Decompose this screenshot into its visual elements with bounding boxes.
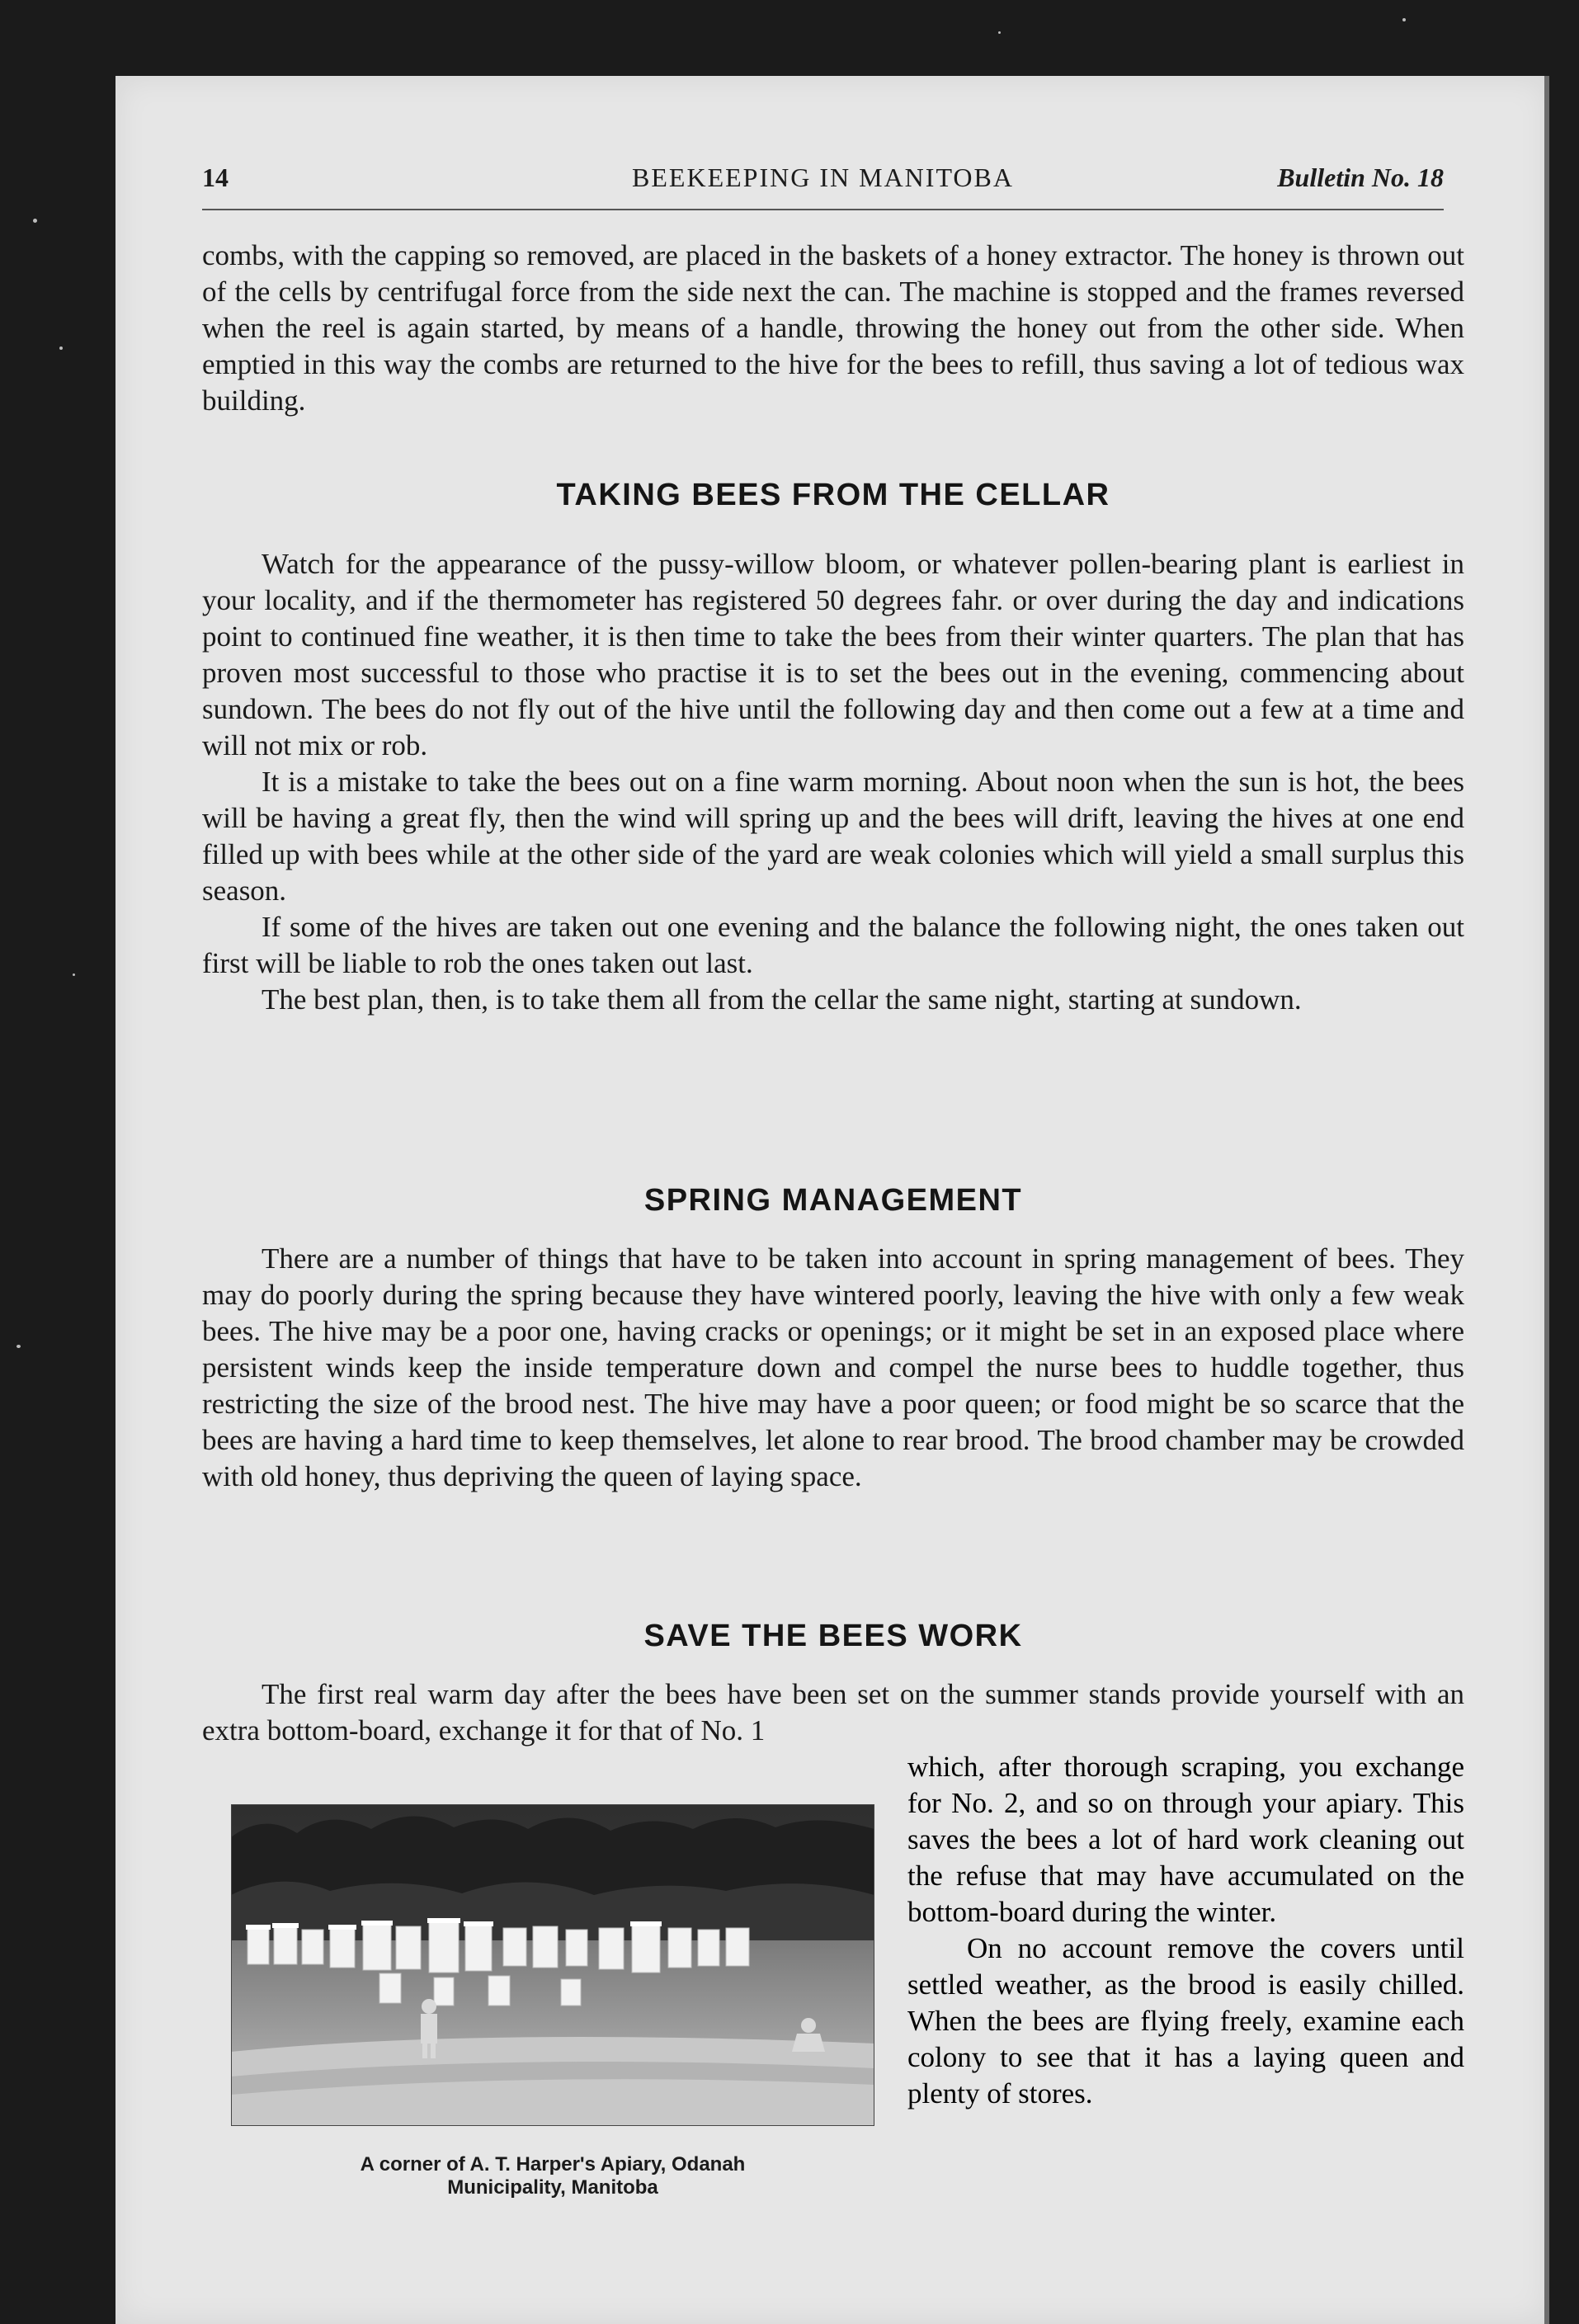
photo-caption	[214, 2153, 891, 2199]
section-spring-body	[202, 1241, 1464, 1495]
background-speck	[33, 219, 37, 223]
background-speck	[1402, 18, 1406, 21]
intro-block	[202, 238, 1464, 419]
section-spring-management	[202, 1183, 1464, 1219]
page-number: 14	[202, 163, 229, 192]
page-edge	[1544, 76, 1549, 2324]
caption-line: Municipality, Manitoba	[447, 2176, 658, 2199]
section-save-body	[202, 1676, 1464, 1749]
paragraph: Watch for the appearance of the pussy-willow bloom, or whatever pollen-bearing plant is earliest in your locality, and if the thermometer has registered 50 degrees fahr. or over during the day and indications point to continued fine weather, it is then time to take the bees from their winter quarters. The plan that has proven most successful to those who practise it is to set the bees out in the evening, commencing about sundown. The bees do not fly out of the hive until the following day and then come out a few at a time and will not mix or rob.	[202, 548, 1464, 761]
background-speck	[73, 973, 75, 976]
running-header	[202, 163, 1444, 210]
bulletin-number: Bulletin No. 18	[1277, 163, 1444, 192]
paragraph: which, after thorough scraping, you exchange for No. 2, and so on through your apiary. This saves the bees a lot of hard work cleaning out the refuse that may have accumulated on the bottom-board during the winter.	[907, 1751, 1464, 1928]
wrapped-text-column	[907, 1749, 1464, 2112]
caption-line: A corner of A. T. Harper's Apiary, Odanah	[360, 2153, 746, 2176]
intro-paragraph: combs, with the capping so removed, are placed in the baskets of a honey extractor. The honey is thrown out of the cells by centrifugal force from the side next the can. The machine is stopped and the frames reversed when the reel is again started, by means of a handle, throwing the honey out from the other side. When emptied in this way the combs are returned to the hive for the bees to refill, thus saving a lot of tedious wax building.	[202, 239, 1464, 417]
section-heading-save: SAVE THE BEES WORK	[643, 1619, 1023, 1653]
paragraph: The best plan, then, is to take them all from the cellar the same night, starting at sundown.	[262, 983, 1302, 1016]
paragraph: The first real warm day after the bees have been set on the summer stands provide yourself with an extra bottom-board, exchange it for that of No. 1	[202, 1678, 1464, 1747]
background-speck	[59, 346, 63, 350]
apiary-photo	[231, 1804, 874, 2126]
paragraph: If some of the hives are taken out one evening and the balance the following night, the ones taken out first will be liable to rob the ones taken out last.	[202, 911, 1464, 979]
document-page	[115, 76, 1549, 2324]
section-heading-spring: SPRING MANAGEMENT	[643, 1183, 1023, 1218]
apiary-photo-drawing	[231, 1804, 874, 2126]
paragraph: On no account remove the covers until settled weather, as the brood is easily chilled. When the bees are flying freely, examine each colony to see that it has a laying queen and plenty of stores.	[907, 1932, 1464, 2110]
paragraph: There are a number of things that have to be taken into account in spring management of bees. They may do poorly during the spring because they have wintered poorly, leaving the hive with only a few weak bees. The hive may be a poor one, having cracks or openings; or it might be set in an exposed place where persistent winds keep the inside temperature down and compel the nurse bees to huddle together, thus restricting the size of the brood nest. The hive may have a poor queen; or food might be so scarce that the bees are having a hard time to keep themselves, let alone to rear brood. The brood chamber may be crowded with old honey, thus depriving the queen of laying space.	[202, 1242, 1464, 1492]
background-speck	[998, 31, 1001, 34]
section-taking-bees	[202, 478, 1464, 513]
section-taking-bees-body	[202, 546, 1464, 1018]
section-heading-cellar: TAKING BEES FROM THE CELLAR	[556, 478, 1110, 512]
running-title: BEEKEEPING IN MANITOBA	[632, 163, 1014, 192]
paragraph: It is a mistake to take the bees out on a fine warm morning. About noon when the sun is hot, the bees will be having a great fly, then the wind will spring up and the bees will drift, leaving the hives at one end filled up with bees while at the other side of the yard are weak colonies which will yield a small surplus this season.	[202, 766, 1464, 907]
background-speck	[16, 1345, 21, 1348]
section-save-bees	[202, 1619, 1464, 1654]
